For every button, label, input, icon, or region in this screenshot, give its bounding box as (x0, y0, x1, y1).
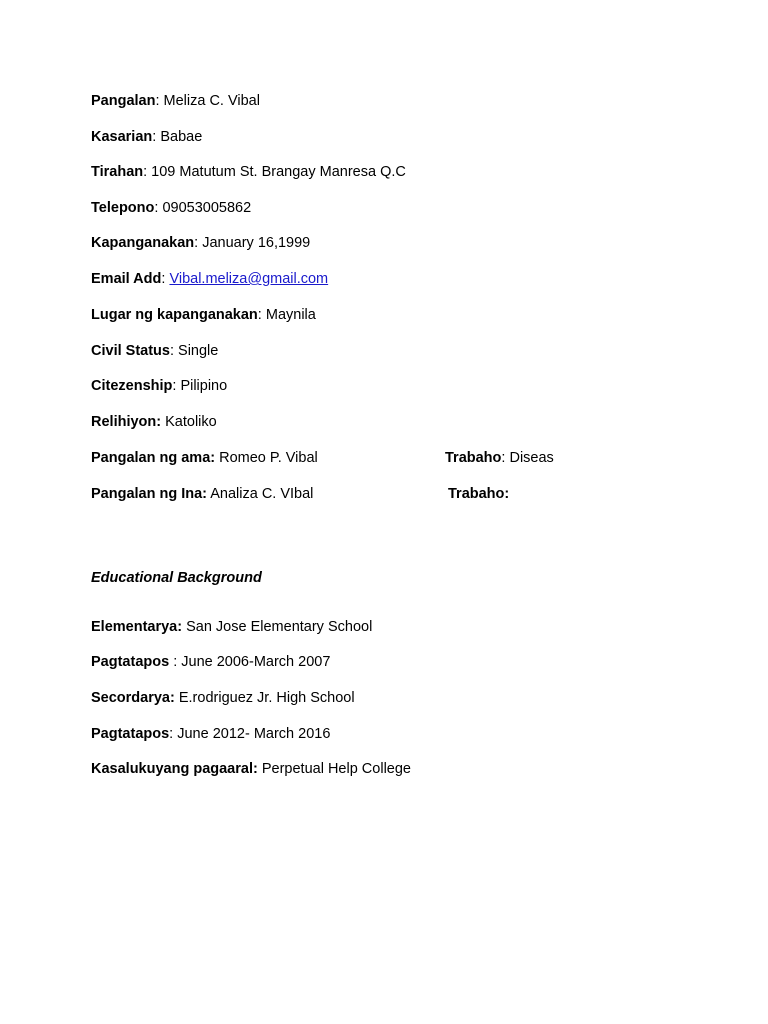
phone-value: 09053005862 (162, 200, 252, 216)
current-school-row (91, 760, 411, 778)
citizenship-row (91, 377, 227, 395)
current-school-label: Kasalukuyang pagaaral: (91, 761, 258, 777)
email-sep: : (161, 271, 170, 287)
email-link[interactable]: Vibal.meliza@gmail.com (169, 271, 329, 287)
secondary-grad-row (91, 725, 330, 743)
elementary-value: San Jose Elementary School (182, 619, 373, 635)
phone-row (91, 199, 251, 217)
mother-label: Pangalan ng Ina: (91, 486, 208, 502)
sex-row (91, 128, 202, 146)
mother-job (448, 485, 509, 503)
address-row (91, 163, 406, 181)
civil-status-label: Civil Status (91, 343, 170, 359)
education-heading: Educational Background (91, 570, 262, 586)
religion-value: Katoliko (161, 414, 217, 430)
birthdate-value: January 16,1999 (202, 235, 311, 251)
email-row (91, 270, 328, 288)
sex-value: Babae (160, 129, 203, 145)
mother-job-label: Trabaho: (448, 486, 510, 502)
religion-row (91, 413, 217, 431)
phone-label: Telepono (91, 200, 155, 216)
civil-status-sep: : (169, 343, 179, 359)
name-row (91, 92, 260, 110)
birthplace-sep: : (257, 307, 266, 323)
current-school-value: Perpetual Help College (257, 761, 411, 777)
name-value: Meliza C. Vibal (163, 93, 260, 109)
secondary-row (91, 689, 355, 707)
sex-sep: : (152, 129, 161, 145)
father-job-label: Trabaho (445, 450, 502, 466)
citizenship-sep: : (172, 378, 181, 394)
sex-label: Kasarian (91, 129, 153, 145)
elementary-grad-label: Pagtatapos (91, 654, 170, 670)
mother-row (91, 485, 313, 503)
father-row (91, 449, 318, 467)
name-sep: : (155, 93, 164, 109)
address-label: Tirahan (91, 164, 144, 180)
secondary-grad-value: : June 2012- March 2016 (169, 726, 331, 742)
father-label: Pangalan ng ama: (91, 450, 216, 466)
birthplace-value: Maynila (265, 307, 316, 323)
civil-status-value: Single (178, 343, 219, 359)
address-sep: : (143, 164, 152, 180)
secondary-grad-label: Pagtatapos (91, 726, 170, 742)
birthdate-label: Kapanganakan (91, 235, 195, 251)
father-job-value: Diseas (509, 450, 554, 466)
email-label: Email Add (91, 271, 162, 287)
father-job (445, 449, 554, 467)
elementary-grad-value: : June 2006-March 2007 (169, 654, 331, 670)
elementary-label: Elementarya: (91, 619, 183, 635)
phone-sep: : (154, 200, 163, 216)
birthdate-row (91, 234, 310, 252)
name-label: Pangalan (91, 93, 156, 109)
address-value: 109 Matutum St. Brangay Manresa Q.C (151, 164, 406, 180)
birthplace-row (91, 306, 316, 324)
father-job-sep: : (501, 450, 510, 466)
citizenship-value: Pilipino (180, 378, 228, 394)
elementary-grad-row (91, 653, 330, 671)
father-value: Romeo P. Vibal (215, 450, 318, 466)
secondary-label: Secordarya: (91, 690, 175, 706)
birthdate-sep: : (194, 235, 203, 251)
religion-label: Relihiyon: (91, 414, 162, 430)
mother-value: Analiza C. VIbal (207, 486, 314, 502)
birthplace-label: Lugar ng kapanganakan (91, 307, 258, 323)
secondary-value: E.rodriguez Jr. High School (174, 690, 355, 706)
elementary-row (91, 618, 372, 636)
citizenship-label: Citezenship (91, 378, 173, 394)
civil-status-row (91, 342, 218, 360)
